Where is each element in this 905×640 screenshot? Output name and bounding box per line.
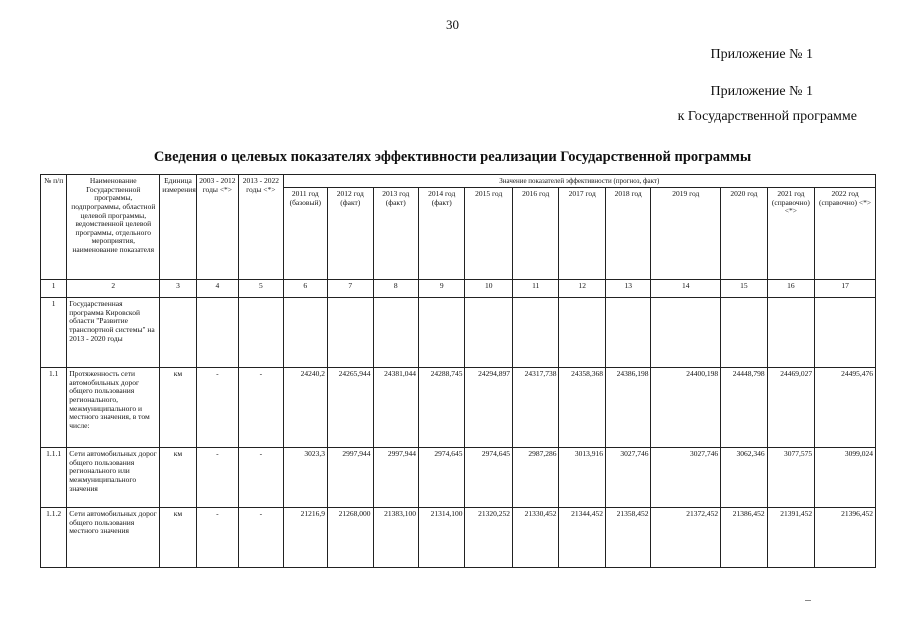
column-number: 13 bbox=[605, 280, 650, 298]
row-value: 2997,944 bbox=[373, 448, 418, 508]
row-value: 21391,452 bbox=[767, 508, 815, 568]
year-col-2017: 2017 год bbox=[559, 188, 605, 280]
row-value: 24400,198 bbox=[651, 368, 721, 448]
row-2013-2022 bbox=[239, 298, 283, 368]
header-cell-values-group: Значение показателей эффективности (прогноз, факт) bbox=[283, 175, 875, 188]
row-value: 3077,575 bbox=[767, 448, 815, 508]
row-value: 21358,452 bbox=[605, 508, 650, 568]
year-col-2021: 2021 год (справочно) <*> bbox=[767, 188, 815, 280]
row-value: 21320,252 bbox=[465, 508, 513, 568]
row-2013-2022: - bbox=[239, 368, 283, 448]
row-name: Протяженность сети автомобильных дорог общего пользования регионального, межмуниципального и местного значения, в том числе: bbox=[67, 368, 160, 448]
row-value bbox=[767, 298, 815, 368]
row-value: 21344,452 bbox=[559, 508, 605, 568]
year-col-2014: 2014 год (факт) bbox=[419, 188, 465, 280]
column-number: 8 bbox=[373, 280, 418, 298]
table-row bbox=[41, 448, 876, 508]
column-number: 11 bbox=[512, 280, 558, 298]
row-value: 21330,452 bbox=[512, 508, 558, 568]
row-value: 24448,798 bbox=[721, 368, 767, 448]
appendix-label: Приложение № 1 bbox=[710, 47, 813, 62]
column-number: 15 bbox=[721, 280, 767, 298]
row-name: Сети автомобильных дорог общего пользования местного значения bbox=[67, 508, 160, 568]
row-value bbox=[512, 298, 558, 368]
row-value: 2997,944 bbox=[328, 448, 373, 508]
row-value: 3027,746 bbox=[605, 448, 650, 508]
row-value: 3013,916 bbox=[559, 448, 605, 508]
row-value bbox=[651, 298, 721, 368]
row-unit bbox=[160, 298, 196, 368]
row-value: 24317,738 bbox=[512, 368, 558, 448]
row-2003-2012 bbox=[196, 298, 238, 368]
column-number: 14 bbox=[651, 280, 721, 298]
header-cell-name: Наименование Государственной программы, подпрограммы, областной целевой программы, ведомственной целевой программы, отдельного мероприятия, наименование показателя bbox=[67, 175, 160, 280]
scan-artifact bbox=[805, 600, 811, 601]
row-number: 1.1 bbox=[41, 368, 67, 448]
row-value: 2974,645 bbox=[465, 448, 513, 508]
header-cell-unit: Единица измерения bbox=[160, 175, 196, 280]
row-name: Сети автомобильных дорог общего пользования регионального или межмуниципального значения bbox=[67, 448, 160, 508]
indicators-table bbox=[40, 174, 876, 568]
row-2013-2022: - bbox=[239, 508, 283, 568]
column-number-row bbox=[41, 280, 876, 298]
row-value: 21386,452 bbox=[721, 508, 767, 568]
row-value: 24381,044 bbox=[373, 368, 418, 448]
appendix-label-repeat: Приложение № 1 bbox=[710, 84, 813, 99]
row-2003-2012: - bbox=[196, 448, 238, 508]
column-number: 9 bbox=[419, 280, 465, 298]
row-value bbox=[328, 298, 373, 368]
header-cell-2013-2022: 2013 - 2022 годы <*> bbox=[239, 175, 283, 280]
row-value: 21268,000 bbox=[328, 508, 373, 568]
year-col-2018: 2018 год bbox=[605, 188, 650, 280]
row-value: 3099,024 bbox=[815, 448, 876, 508]
row-number: 1.1.2 bbox=[41, 508, 67, 568]
row-value: 21372,452 bbox=[651, 508, 721, 568]
row-2013-2022: - bbox=[239, 448, 283, 508]
row-value bbox=[283, 298, 327, 368]
row-number: 1.1.1 bbox=[41, 448, 67, 508]
year-col-2011: 2011 год (базовый) bbox=[283, 188, 327, 280]
column-number: 1 bbox=[41, 280, 67, 298]
row-value bbox=[373, 298, 418, 368]
column-number: 10 bbox=[465, 280, 513, 298]
table-row bbox=[41, 508, 876, 568]
row-number: 1 bbox=[41, 298, 67, 368]
row-value bbox=[559, 298, 605, 368]
row-value: 3027,746 bbox=[651, 448, 721, 508]
header-cell-number: № п/п bbox=[41, 175, 67, 280]
appendix-subtitle: к Государственной программе bbox=[677, 109, 857, 124]
row-value: 24386,198 bbox=[605, 368, 650, 448]
document-title: Сведения о целевых показателях эффективности реализации Государственной программы bbox=[153, 149, 752, 165]
row-value: 3062,346 bbox=[721, 448, 767, 508]
row-value: 24358,368 bbox=[559, 368, 605, 448]
column-number: 12 bbox=[559, 280, 605, 298]
row-value: 2974,645 bbox=[419, 448, 465, 508]
row-value: 21396,452 bbox=[815, 508, 876, 568]
row-unit: км bbox=[160, 448, 196, 508]
table-row bbox=[41, 368, 876, 448]
column-number: 5 bbox=[239, 280, 283, 298]
row-value: 24265,944 bbox=[328, 368, 373, 448]
row-value bbox=[465, 298, 513, 368]
column-number: 7 bbox=[328, 280, 373, 298]
year-col-2019: 2019 год bbox=[651, 188, 721, 280]
row-unit: км bbox=[160, 368, 196, 448]
year-col-2016: 2016 год bbox=[512, 188, 558, 280]
row-value: 21216,9 bbox=[283, 508, 327, 568]
row-value: 21383,100 bbox=[373, 508, 418, 568]
row-value: 24288,745 bbox=[419, 368, 465, 448]
row-value: 24469,027 bbox=[767, 368, 815, 448]
column-number: 16 bbox=[767, 280, 815, 298]
column-number: 3 bbox=[160, 280, 196, 298]
year-col-2022: 2022 год (справочно) <*> bbox=[815, 188, 876, 280]
column-number: 2 bbox=[67, 280, 160, 298]
row-value bbox=[605, 298, 650, 368]
year-col-2013: 2013 год (факт) bbox=[373, 188, 418, 280]
column-number: 17 bbox=[815, 280, 876, 298]
year-col-2015: 2015 год bbox=[465, 188, 513, 280]
row-value: 24240,2 bbox=[283, 368, 327, 448]
column-number: 6 bbox=[283, 280, 327, 298]
header-cell-2003-2012: 2003 - 2012 годы <*> bbox=[196, 175, 238, 280]
header-row-top bbox=[41, 175, 876, 188]
row-value bbox=[721, 298, 767, 368]
row-name: Государственная программа Кировской области "Развитие транспортной системы" на 2013 - 2020 годы bbox=[67, 298, 160, 368]
row-value bbox=[815, 298, 876, 368]
row-value: 2987,286 bbox=[512, 448, 558, 508]
row-2003-2012: - bbox=[196, 508, 238, 568]
year-col-2020: 2020 год bbox=[721, 188, 767, 280]
row-2003-2012: - bbox=[196, 368, 238, 448]
year-col-2012: 2012 год (факт) bbox=[328, 188, 373, 280]
column-number: 4 bbox=[196, 280, 238, 298]
row-value: 24495,476 bbox=[815, 368, 876, 448]
row-unit: км bbox=[160, 508, 196, 568]
row-value: 21314,100 bbox=[419, 508, 465, 568]
row-value bbox=[419, 298, 465, 368]
row-value: 24294,897 bbox=[465, 368, 513, 448]
row-value: 3023,3 bbox=[283, 448, 327, 508]
page-number: 30 bbox=[446, 17, 459, 32]
table-row bbox=[41, 298, 876, 368]
